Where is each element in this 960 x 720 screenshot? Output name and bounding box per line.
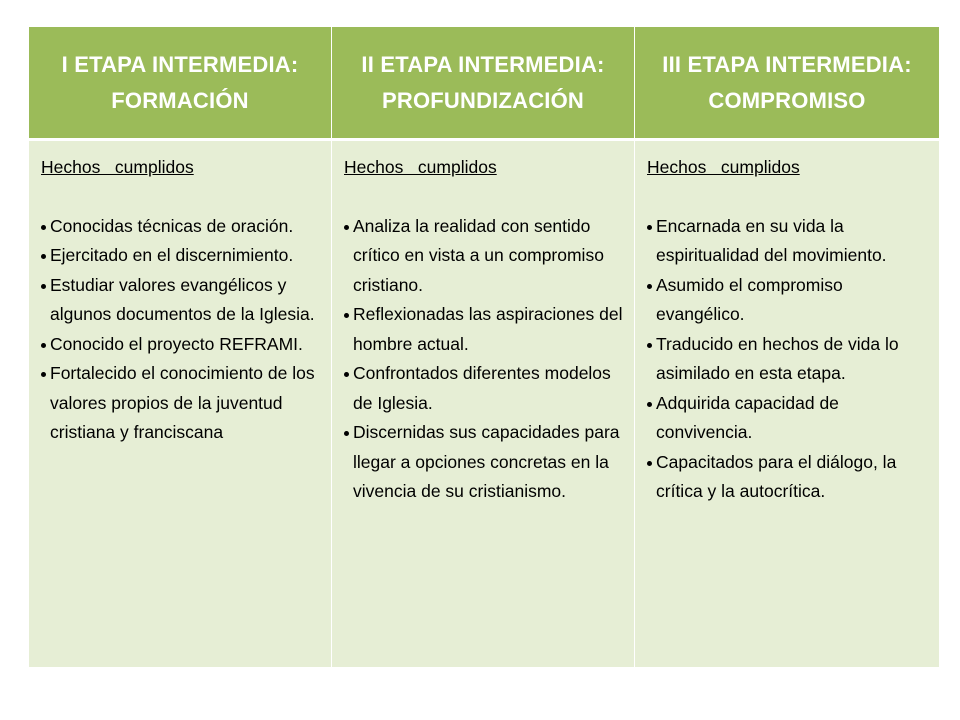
list-item: Estudiar valores evangélicos y algunos documentos de la Iglesia.: [41, 271, 323, 330]
stages-table: [29, 27, 939, 667]
header-cell-profundizacion: [332, 27, 635, 141]
list-item: Adquirida capacidad de convivencia.: [647, 389, 931, 448]
body-cell-formacion: [29, 141, 332, 667]
header-line: II ETAPA INTERMEDIA:: [361, 51, 605, 77]
header-line: FORMACIÓN: [111, 87, 249, 113]
body-cell-profundizacion: [332, 141, 635, 667]
subheading: Hechos cumplidos: [647, 157, 800, 177]
list-item: Discernidas sus capacidades para llegar a opciones concretas en la vivencia de su cristianismo.: [344, 418, 626, 507]
subheading: Hechos cumplidos: [344, 157, 497, 177]
bullet-list: [344, 212, 626, 507]
header-line: I ETAPA INTERMEDIA:: [61, 51, 299, 77]
bullet-list: [41, 212, 323, 448]
header-cell-compromiso: [635, 27, 939, 141]
list-item: Asumido el compromiso evangélico.: [647, 271, 931, 330]
list-item: Encarnada en su vida la espiritualidad del movimiento.: [647, 212, 931, 271]
header-line: III ETAPA INTERMEDIA:: [662, 51, 912, 77]
subheading: Hechos cumplidos: [41, 157, 194, 177]
list-item: Capacitados para el diálogo, la crítica y la autocrítica.: [647, 448, 931, 507]
list-item: Fortalecido el conocimiento de los valores propios de la juventud cristiana y franciscana: [41, 359, 323, 448]
body-cell-compromiso: [635, 141, 939, 667]
header-cell-formacion: [29, 27, 332, 141]
list-item: Conocido el proyecto REFRAMI.: [41, 330, 323, 360]
bullet-list: [647, 212, 931, 507]
list-item: Ejercitado en el discernimiento.: [41, 241, 323, 271]
list-item: Analiza la realidad con sentido crítico en vista a un compromiso cristiano.: [344, 212, 626, 301]
header-line: COMPROMISO: [708, 87, 866, 113]
list-item: Confrontados diferentes modelos de Iglesia.: [344, 359, 626, 418]
header-line: PROFUNDIZACIÓN: [381, 87, 584, 113]
list-item: Conocidas técnicas de oración.: [41, 212, 323, 242]
list-item: Reflexionadas las aspiraciones del hombre actual.: [344, 300, 626, 359]
list-item: Traducido en hechos de vida lo asimilado en esta etapa.: [647, 330, 931, 389]
